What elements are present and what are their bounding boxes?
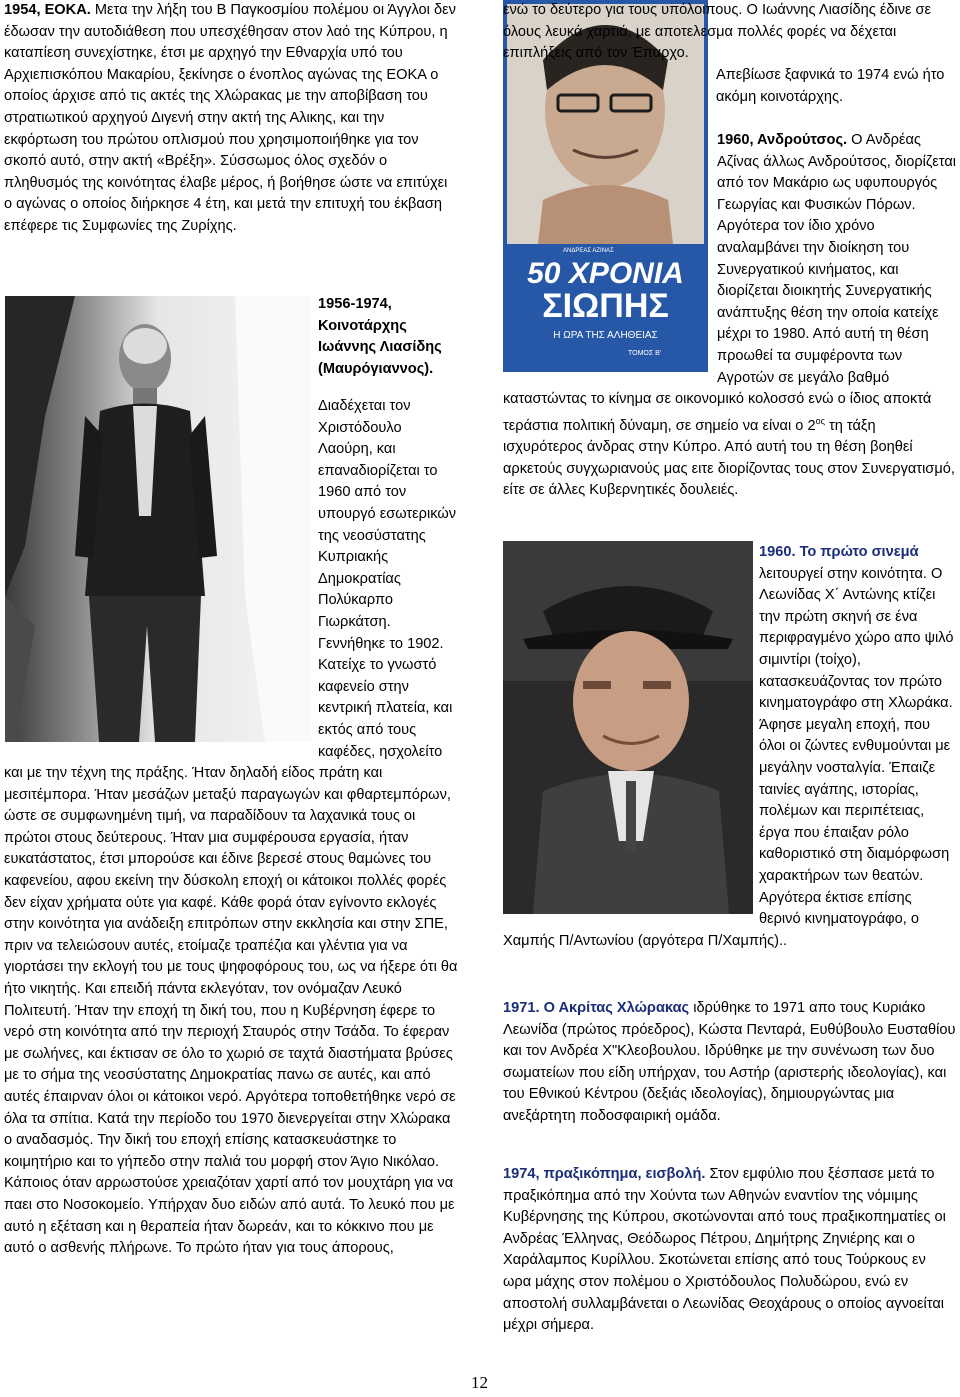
book-volume: ΤΟΜΟΣ Β' (628, 350, 662, 357)
text-continuation: ενώ το δεύτερο για τους υπόλοιπους. Ο Ιωάννης Λιασίδης έδινε σε όλους λευκά χαρτιά, με αποτελεσμα πολλές φορές να δέχεται επιπλήξεις από τον Έπαρχο. (503, 2, 932, 62)
text-akritas: ιδρύθηκε το 1971 απο τους Κυριάκο Λεωνίδα (πρώτος πρόεδρος), Κώστα Πενταρά, Ευθύβουλο Ευσταθίου και τον Ανδρέα Χ"Κλεοβουλου. Ιδρύθηκε με την συνένωση των δυο σωματείων που είδη υπήρχαν, του Αστήρ (αριστερής ιδεολογίας), και του Εθνικού Κέντρου (δεξιάς ιδεολογίας), δημιουργώντας μια ανεξάρτητη ποδοσφαιρική ομάδα. (503, 1000, 956, 1124)
book-subtitle: Η ΩΡΑ ΤΗΣ ΑΛΗΘΕΙΑΣ (553, 330, 658, 341)
heading-eoka: 1954, ΕΟΚΑ. (4, 2, 91, 18)
paragraph-cinema (503, 542, 957, 952)
paragraph-continuation (503, 0, 957, 65)
text-apebiose: Απεβίωσε ξαφνικά το 1974 ενώ ήτο ακόμη κοινοτάρχης. (716, 67, 945, 105)
text-androutsos: Ο Ανδρέας Αζίνας άλλως Ανδρούτσος, διορίζεται από τον Μακάριο ως υφυπουργός Γεωργίας και Φυσικών Πόρων. Αργότερα τον ίδιο χρόνο αναλαμβάνει την διοίκηση του Συνεργατικού κινήματος, και διορίζεται διοικητής Συνεργατικής ανάπτυξης θέση την οποία κατείχε μέχρι το 1980. Από αυτή τη θέση προωθεί τα συμφέροντα των Αγροτών σε μεγάλο βαθμό καταστώντας το κίνημα σε οικονομικό κολοσσό ενώ ο ίδιος αποκτά τεράστια πολιτική δύναμη, σε σημείο να είναι ο 2 (503, 132, 957, 434)
heading-akritas: 1971. Ο Ακρίτας Χλώρακας (503, 1000, 690, 1016)
heading-androutsos: 1960, Ανδρούτσος. (717, 132, 848, 148)
paragraph-akritas (503, 998, 957, 1128)
text-1974: Στον εμφύλιο που ξέσπασε μετά το πραξικόπημα από την Χούντα των Αθηνών εναντίον της νόμιμης Κυβέρνησης της Κύπρου, σκοτώνονται από τους πραξικοπηματίες οι Ανδρέας Έλληνας, Θεόδωρος Πέτρου, Δημήτρης Ζηνιέρης και ο Χαράλαμπος Κυρίλλου. Σκοτώνεται επίσης από τους Τούρκους εν ωρα μάχης στον πολέμου ο Χριστόδουλος Πολυδώρου, ενώ εν αποστολή συλλαμβάνεται ο Λεωνίδας Θεοχάρους ο οποίος αγνοείται μέχρι σήμερα. (503, 1166, 946, 1334)
photo2-spacer (503, 542, 759, 914)
paragraph-eoka (4, 0, 458, 238)
book-author: ΑΝΔΡΕΑΣ ΑΖΙΝΑΣ (563, 248, 614, 254)
cover-spacer (503, 130, 717, 374)
book-title-line2: ΣΙΩΠΗΣ (542, 287, 669, 325)
heading-cinema: 1960. Το πρώτο σινεμά (759, 544, 919, 560)
superscript-os: ος (815, 415, 825, 426)
book-title-line1: 50 ΧΡΟΝΙΑ (527, 257, 684, 290)
heading-koinotarchis: 1956-1974, Κοινοτάρχης Ιωάννης Λιασίδης (Μαυρόγιαννος). (318, 296, 442, 377)
text-eoka: Μετα την λήξη του Β Παγκοσμίου πολέμου οι Άγγλοι δεν έδωσαν την αυτοδιάθεση που υπεσχέθησαν στον λαό της Κύπρου, η καταπίεση συνεχίστηκε, έτσι με αρχηγό την Εθναρχία υπό του Αρχιεπισκόπου Μακαρίου, ξεκίνησε ο ένοπλος αγώνας της ΕΟΚΑ ο οποίος άρχισε από τις ακτές της Χλώρακας με την αποβίβαση του στρατιωτικού αρχηγού Διγενή στην ακτή της Αλικης, και την εκφόρτωση του πρώτου οπλισμού που χρησιμοποιήθηκε για τον σκοπό αυτό, στην ακτή «Βρέξη». Σύσσωμος όλος σχεδόν ο πληθυσμός της κοινότητας έλαβε μέρος, ή βοήθησε ώστε να επιτύχει ο αγώνας ο οποίος διήρκησε 4 έτη, και μετά την επιτυχή του έκβαση επέφερε τις Συμφωνίες της Ζυρίχης. (4, 2, 456, 234)
paragraph-apebiose (716, 65, 956, 108)
paragraph-1974 (503, 1164, 957, 1337)
paragraph-liasidis (4, 396, 458, 1260)
text-liasidis: Διαδέχεται τον Χριστόδουλο Λαούρη, και επαναδιορίζεται το 1960 από τον υπουργό εσωτερικών της νεοσύστατης Κυπριακής Δημοκρατίας Πολύκαρπο Γιωρκάτση. Γεννήθηκε το 1902. Κατείχε το γνωστό καφενείο στην κεντρική πλατεία, και εκτός από τους καφέδες, ησχολείτο και με την τέχνη της πράξης. Ήταν δηλαδή είδος πράτη και μεσιτέμπορα. Ήταν μεσάζων μεταξύ παραγωγών και φθαρτεμπόρων, ώστε σε συμφωνημένη τιμή, να παραδίδουν τα λαχανικά τους οι πρώτοι στους δεύτερους. Ήταν μια συμφέρουσα εργασία, ήταν ευκατάστατος, έτσι μπορούσε και έδινε βερεσέ στους θαμώνες του καφενείου, αφου εκείνη την δύσκολη εποχή οι κάτοικοι πολλές φορές δεν είχαν χρήματα ούτε για καφέ. Κάθε φορά όταν εγίνοντο εκλογές στην κοινότητα για ανάδειξη επιτρόπων στην εκκλησία και στην ΣΠΕ, πριν να τελειώσουν αυτές, ετοίμαζε τραπέζια και γλέντια για να γιορτάσει την εκλογή του με τους ψηφοφόρους του, ως να ήξερε ότι θα ήτο νικητής. Και επειδή πάντα εκλεγόταν, τον ονόμαζαν Λευκό Πολιτευτή. Ήταν την εποχή τη δική του, που η Κυβέρνηση έφερε το νερό στη κοινότητα από την περιοχή Σταυρός στην Τσάδα. Το έφεραν με σωλήνες, και έκτισαν σε όλο το χωριό σε ταχτά διαστήματα βρύσες με το σήμα της νεοσύστατης Δημοκρατίας πανω σε αυτές, και από αυτές έπαιρναν όλοι οι κάτοικοι νερό. Αργότερα τοποθετήθηκε νερό σε όλα τα σπίτια. Κατά την περίοδο του 1970 διενεργείται στην Χλώρακα ο αναδασμός. Την δική του εποχή επίσης κατασκευάστηκε το κοιμητήριο και το γήπεδο στην παλιά του μορφή στον Άγιο Νικόλαο. Κάποιος όταν αρρωστούσε χρειαζόταν χαρτί από τον μουχτάρη για να παει στο Νοσοκομείο. Υπήρχαν δυο ειδών από αυτά. Το λευκό που με αυτό η εξέταση και η θεραπεία ήταν δωρεάν, και το κόκκινο που με αυτό ο ασθενής πλήρωνε. Το πρώτο ήταν για τους άπορους, (4, 398, 458, 1257)
text-androutsos-tail: τη τάξη ισχυρότερος άνδρας στην Κύπρο. Από αυτή του τη θέση βοηθεί αρκετούς συγχωριανούς μας ειτε διορίζοντας τους στον Συνεργατισμό, είτε σε άλλες Κυβερνητικές δουλειές. (503, 417, 955, 499)
heading-1974: 1974, πραξικόπημα, εισβολή. (503, 1166, 706, 1182)
heading-koinotarchis-block (318, 294, 458, 380)
photo-spacer (4, 396, 318, 752)
paragraph-androutsos (503, 130, 957, 502)
text-cinema: λειτουργεί στην κοινότητα. Ο Λεωνίδας Χ΄ Αντώνης κτίζει την πρώτη σκηνή σε ένα περιφραγμένο χώρο απο ψιλό σιμιντίρι (τοίχο), κατασκευάζοντας τον πρώτο κινηματογράφο στη Χλωράκα. Άφησε μεγαλη εποχή, που όλοι οι ζώντες ενθυμούνται με μεγάλην νοσταλγία. Έπαιζε ταινίες αγάπης, ιστορίας, πολέμων και περιπέτειας, έργα που έπαιξαν ρόλο καθοριστικό στη διαμόρφωση χαρακτήρων των θεατών. Αργότερα έκτισε επίσης θερινό κινηματογράφο, ο Χαμπής Π/Αντωνίου (αργότερα Π/Χαμπής).. (503, 565, 954, 949)
page-number: 12 (471, 1373, 488, 1392)
